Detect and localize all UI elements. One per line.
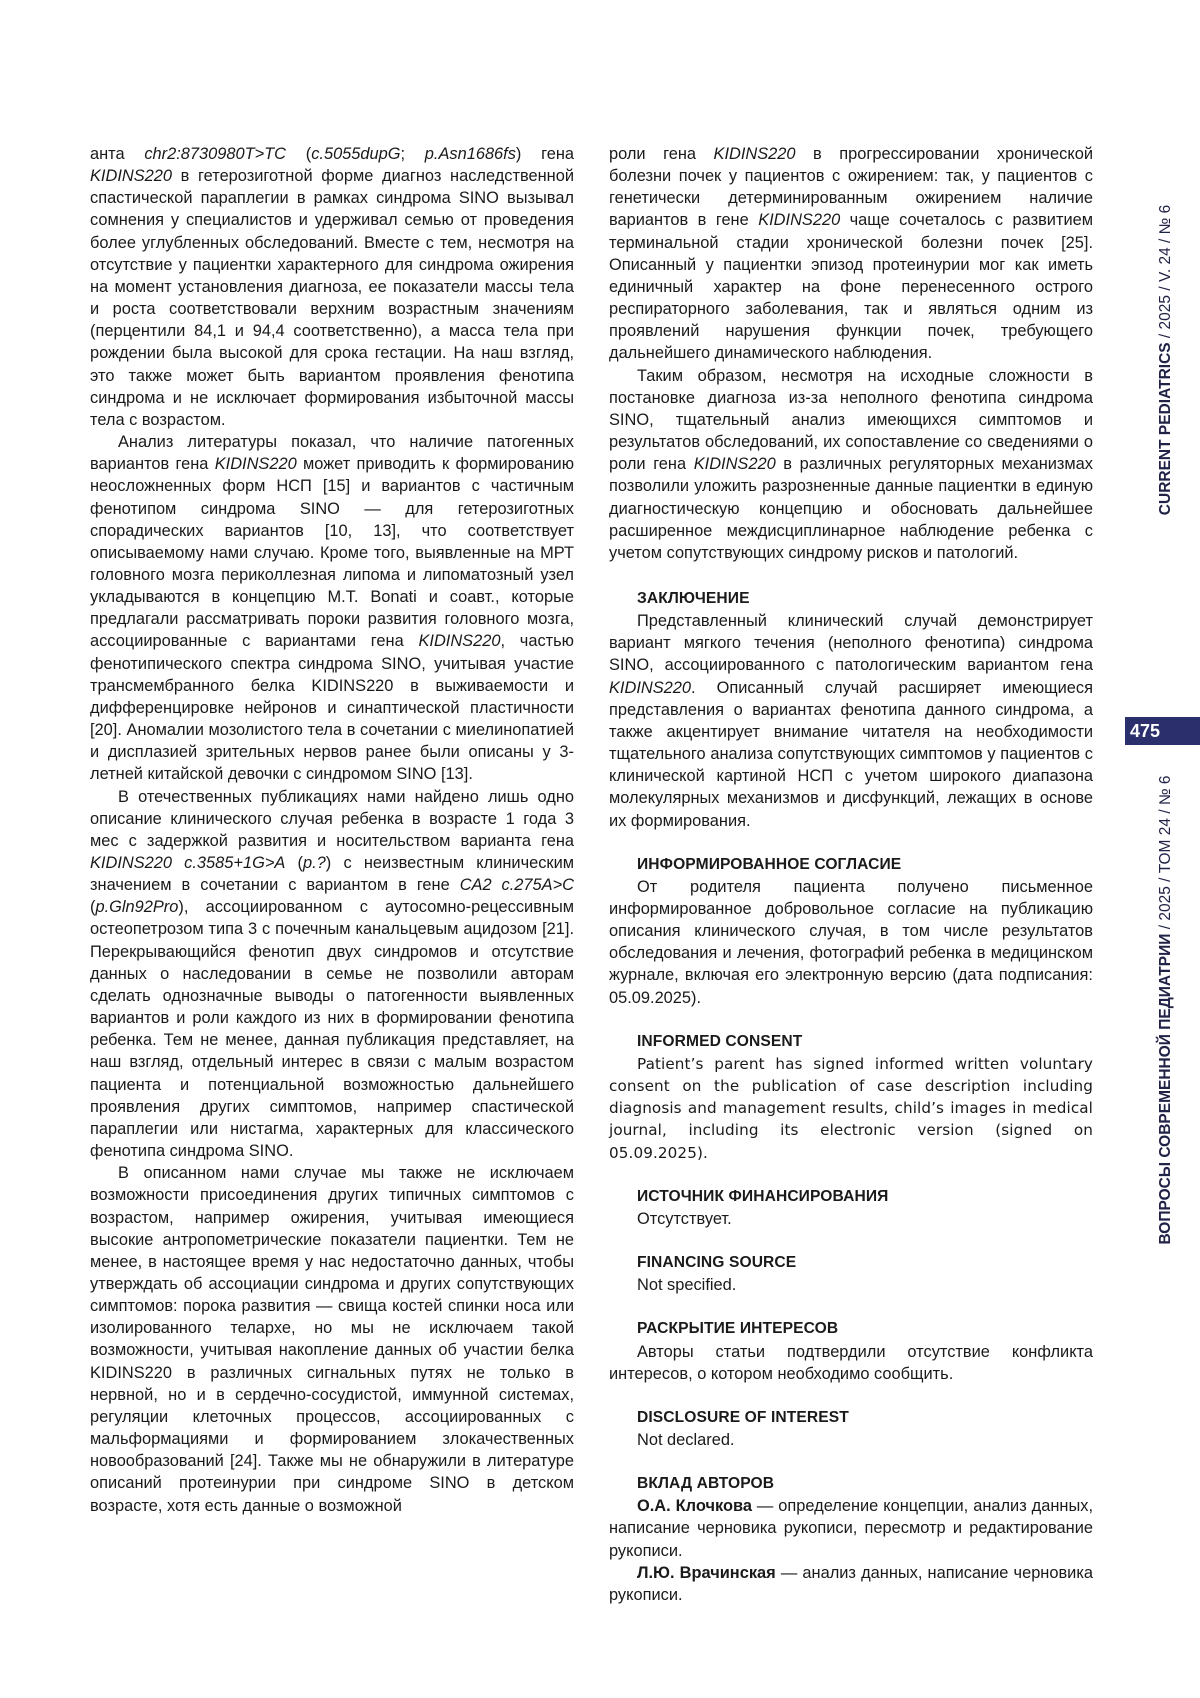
consent-en-section bbox=[609, 1031, 1093, 1164]
left-column bbox=[90, 143, 574, 1517]
author-contribution bbox=[609, 1562, 1093, 1606]
interest-en-section bbox=[609, 1407, 1093, 1451]
section-heading: INFORMED CONSENT bbox=[637, 1032, 803, 1050]
author-role: — анализ данных, написание черновика рукописи. bbox=[609, 1563, 1093, 1604]
sidebar-journal-ru bbox=[1157, 775, 1175, 1244]
paragraph: В описанном нами случае мы также не исключаем возможности присоединения других типичных симптомов с возрастом, например ожирения, учитывая имеющиеся высокие антропометрические показатели пациентки. Тем не менее, в настоящее время у нас недостаточно данных, чтобы утверждать об ассоциации синдрома и других сопутствующих симптомов: порока развития — свища костей спинки носа или изолированного телархе, но мы не исключаем такой возможности, учитывая накопление данных об участии белка KIDINS220 в различных сигнальных путях не только в нервной, но и в сердечно-сосудистой, иммунной системах, регуляции клеточных процессов, ассоциированных с мальформациями и формированием злокачественных новообразований [24]. Также мы не обнаружили в литературе описаний протеинурии при синдроме SINO в детском возрасте, хотя есть данные о возможной bbox=[90, 1164, 574, 1515]
paragraph: Анализ литературы показал, что наличие патогенных вариантов гена KIDINS220 может приводить к формированию неосложненных форм НСП [15] и вариантов с частичным фенотипом синдрома SINO — для гетерозиготных спорадических вариантов [10, 13], что соответствует описываемому нами случаю. Кроме того, выявленные на МРТ головного мозга периколлезная липома и липоматозный узел укладываются в концепцию M.T. Bonati и соавт., которые предлагали рассматривать пороки развития головного мозга, ассоциированные с вариантами гена KIDINS220, частью фенотипического спектра синдрома SINO, учитывая участие трансмембранного белка KIDINS220 в выживаемости и дифференцировке нейронов и синаптической пластичности [20]. Аномалии мозолистого тела в сочетании с миелинопатией и дисплазией зрительных нервов ранее были описаны у 3-летней китайской девочки с синдромом SINO [13]. bbox=[90, 433, 574, 784]
section-heading: FINANCING SOURCE bbox=[637, 1254, 797, 1272]
section-text: Отсутствует. bbox=[637, 1209, 732, 1228]
consent-ru-section bbox=[609, 854, 1093, 1009]
author-role: — определение концепции, анализ данных, написание черновика рукописи, пересмотр и редактирование рукописи. bbox=[609, 1497, 1093, 1560]
section-heading: ИСТОЧНИК ФИНАНСИРОВАНИЯ bbox=[637, 1187, 889, 1205]
interest-ru-section bbox=[609, 1318, 1093, 1384]
right-column bbox=[609, 143, 1093, 1606]
paragraph: роли гена KIDINS220 в прогрессировании хронической болезни почек у пациентов с ожирением: так, у пациентов с генетически детерминированным ожирением наличие вариантов в гене KIDINS220 чаще сочеталось с развитием терминальной стадии хронической болезни почек [25]. Описанный у пациентки эпизод протеинурии мог как иметь единичный характер на фоне перенесенного острого респираторного заболевания, так и являться одним из проявлений нарушения функции почек, требующего дальнейшего динамического наблюдения. bbox=[609, 145, 1093, 363]
section-text: Представленный клинический случай демонстрирует вариант мягкого течения (неполного фенотипа) синдрома SINO, ассоциированного с патологическим вариантом гена KIDINS220. Описанный случай расширяет имеющиеся представления о вариантах фенотипа данного синдрома, а также акцентирует внимание читателя на необходимости тщательного анализа сопутствующих симптомов у пациентов с клинической картиной НСП с учетом широкого диапазона молекулярных механизмов и дисфункций, лежащих в основе их формирования. bbox=[609, 612, 1093, 830]
issue-en: / 2025 / V. 24 / № 6 bbox=[1157, 204, 1174, 343]
issue-ru: / 2025 / ТОМ 24 / № 6 bbox=[1157, 775, 1174, 934]
author-contribution bbox=[609, 1495, 1093, 1561]
paragraph: Таким образом, несмотря на исходные сложности в постановке диагноза из-за неполного фенотипа синдрома SINO, тщательный анализ имеющихся симптомов и результатов обследований, их сопоставление со сведениями о роли гена KIDINS220 в различных регуляторных механизмах позволили уложить разрозненные данные пациентки в единую диагностическую концепцию и обосновать дальнейшее расширенное междисциплинарное наблюдение ребенка с учетом сопутствующих синдрому рисков и патологий. bbox=[609, 366, 1093, 562]
section-heading: ВКЛАД АВТОРОВ bbox=[637, 1475, 775, 1493]
section-heading: РАСКРЫТИЕ ИНТЕРЕСОВ bbox=[637, 1320, 839, 1338]
page-number: 475 bbox=[1125, 717, 1200, 745]
sidebar-journal-en bbox=[1157, 205, 1175, 515]
author-name: Л.Ю. Врачинская bbox=[637, 1563, 776, 1582]
funding-en-section bbox=[609, 1252, 1093, 1296]
journal-title-en: CURRENT PEDIATRICS bbox=[1157, 342, 1174, 516]
section-text: Авторы статьи подтвердили отсутствие конфликта интересов, о котором необходимо сообщить. bbox=[609, 1342, 1093, 1383]
funding-ru-section bbox=[609, 1186, 1093, 1230]
section-text: Patient’s parent has signed informed written voluntary consent on the publication of case description including diagnosis and management results, child’s images in medical journal, including its electronic version (signed on 05.09.2025). bbox=[609, 1054, 1093, 1162]
section-text: Not declared. bbox=[637, 1430, 735, 1449]
section-heading: ЗАКЛЮЧЕНИЕ bbox=[637, 589, 750, 607]
section-heading: ИНФОРМИРОВАННОЕ СОГЛАСИЕ bbox=[637, 855, 902, 873]
section-heading: DISCLOSURE OF INTEREST bbox=[637, 1408, 849, 1426]
paragraph: В отечественных публикациях нами найдено лишь одно описание клинического случая ребенка в возрасте 1 года 3 мес с задержкой развития и носительством варианта гена KIDINS220 c.3585+1G>A (p.?) с неизвестным клиническим значением в сочетании с вариантом в гене CA2 c.275A>C (p.Gln92Pro), ассоциированном с аутосомно-рецессивным остеопетрозом типа 3 с почечным канальцевым ацидозом [21]. Перекрывающийся фенотип двух синдромов и отсутствие данных о наследовании в семье не позволили авторам сделать однозначные выводы о патогенности выявленных вариантов и роли каждого из них в формировании фенотипа ребенка. Тем не менее, данная публикация представляет, на наш взгляд, отдельный интерес в связи с малым возрастом пациента и потенциальной возможностью дальнейшего проявления других симптомов, например спастической параплегии или нистагма, характерных для классического фенотипа синдрома SINO. bbox=[90, 787, 575, 1161]
conclusion-section bbox=[609, 588, 1093, 832]
authors-section bbox=[609, 1473, 1093, 1606]
paragraph: анта chr2:8730980T>TC (c.5055dupG; p.Asn1686fs) гена KIDINS220 в гетерозиготной форме диагноз наследственной спастической параплегии в рамках синдрома SINO вызывал сомнения у специалистов и удерживал семью от проведения более углубленных обследований. Вместе с тем, несмотря на отсутствие у пациентки характерного для синдрома ожирения на момент установления диагноза, ее показатели массы тела и роста соответствовали верхним возрастным значениям (перцентили 84,1 и 94,4 соответственно), а масса тела при рождении была высокой для срока гестации. На наш взгляд, это также может быть вариантом проявления фенотипа синдрома и не исключает формирования избыточной массы тела с возрастом. bbox=[90, 145, 574, 429]
journal-title-ru: ВОПРОСЫ СОВРЕМЕННОЙ ПЕДИАТРИИ bbox=[1157, 933, 1174, 1245]
section-text: Not specified. bbox=[637, 1276, 737, 1295]
author-name: О.А. Клочкова bbox=[637, 1497, 752, 1516]
section-text: От родителя пациента получено письменное информированное добровольное согласие на публикацию описания клинического случая, в том числе результатов обследования и лечения, фотографий ребенка в медицинском журнале, включая его электронную версию (дата подписания: 05.09.2025). bbox=[609, 877, 1093, 1007]
